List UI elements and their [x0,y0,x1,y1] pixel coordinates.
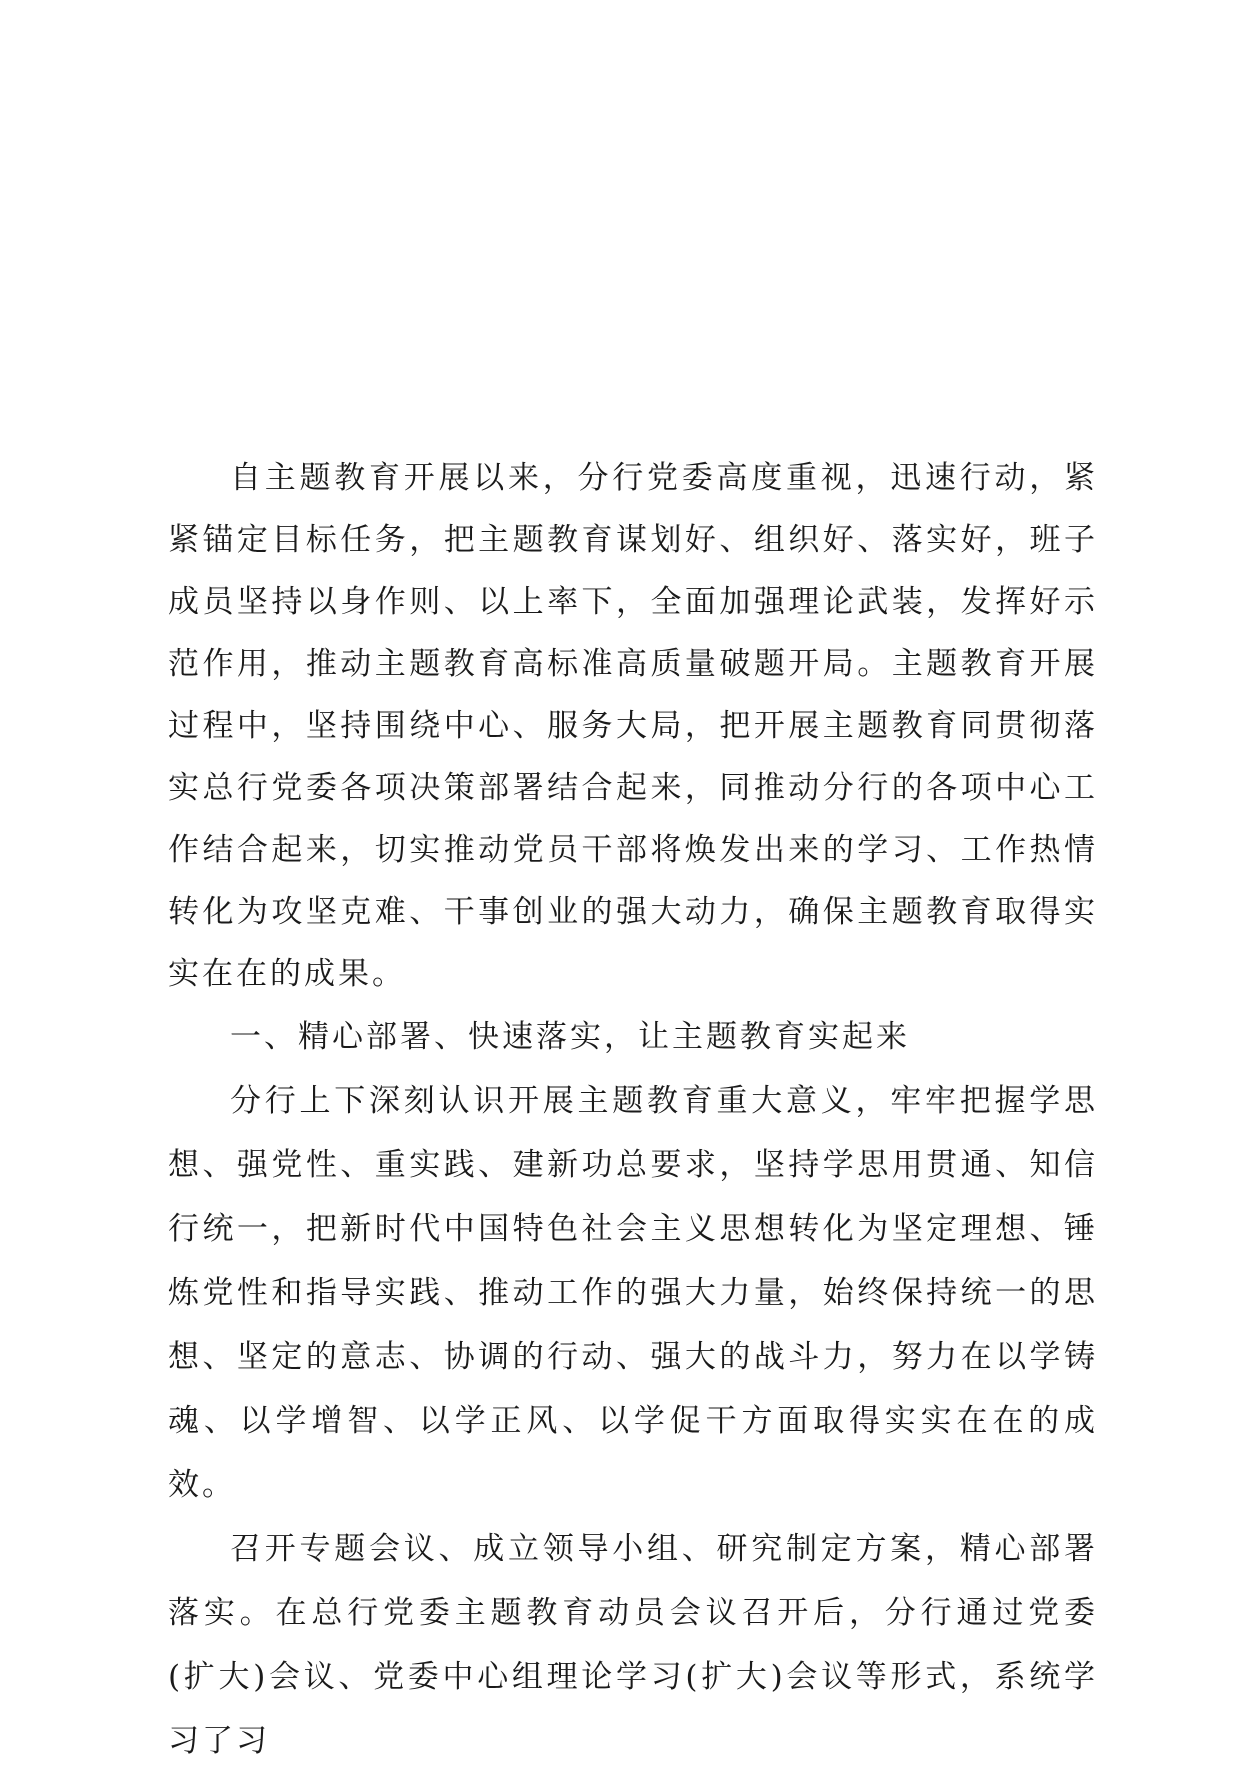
paragraph-intro: 自主题教育开展以来，分行党委高度重视，迅速行动，紧紧锚定目标任务，把主题教育谋划好、组织好、落实好，班子成员坚持以身作则、以上率下，全面加强理论武装，发挥好示范作用，推动主题教育高标准高质量破题开局。主题教育开展过程中，坚持围绕中心、服务大局，把开展主题教育同贯彻落实总行党委各项决策部署结合起来，同推动分行的各项中心工作结合起来，切实推动党员干部将焕发出来的学习、工作热情转化为攻坚克难、干事创业的强大动力，确保主题教育取得实实在在的成果。 [168,460,1098,992]
paragraph-meetings: 召开专题会议、成立领导小组、研究制定方案，精心部署落实。在总行党委主题教育动员会议召开后，分行通过党委(扩大)会议、党委中心组理论学习(扩大)会议等形式，系统学习了习 [168,1531,1098,1759]
document-body [168,447,1098,1773]
paragraph-section-1: 分行上下深刻认识开展主题教育重大意义，牢牢把握学思想、强党性、重实践、建新功总要求，坚持学思用贯通、知信行统一，把新时代中国特色社会主义思想转化为坚定理想、锤炼党性和指导实践、推动工作的强大力量，始终保持统一的思想、坚定的意志、协调的行动、强大的战斗力，努力在以学铸魂、以学增智、以学正风、以学促干方面取得实实在在的成效。 [168,1083,1098,1503]
section-heading-1: 一、精心部署、快速落实，让主题教育实起来 [230,1019,910,1055]
